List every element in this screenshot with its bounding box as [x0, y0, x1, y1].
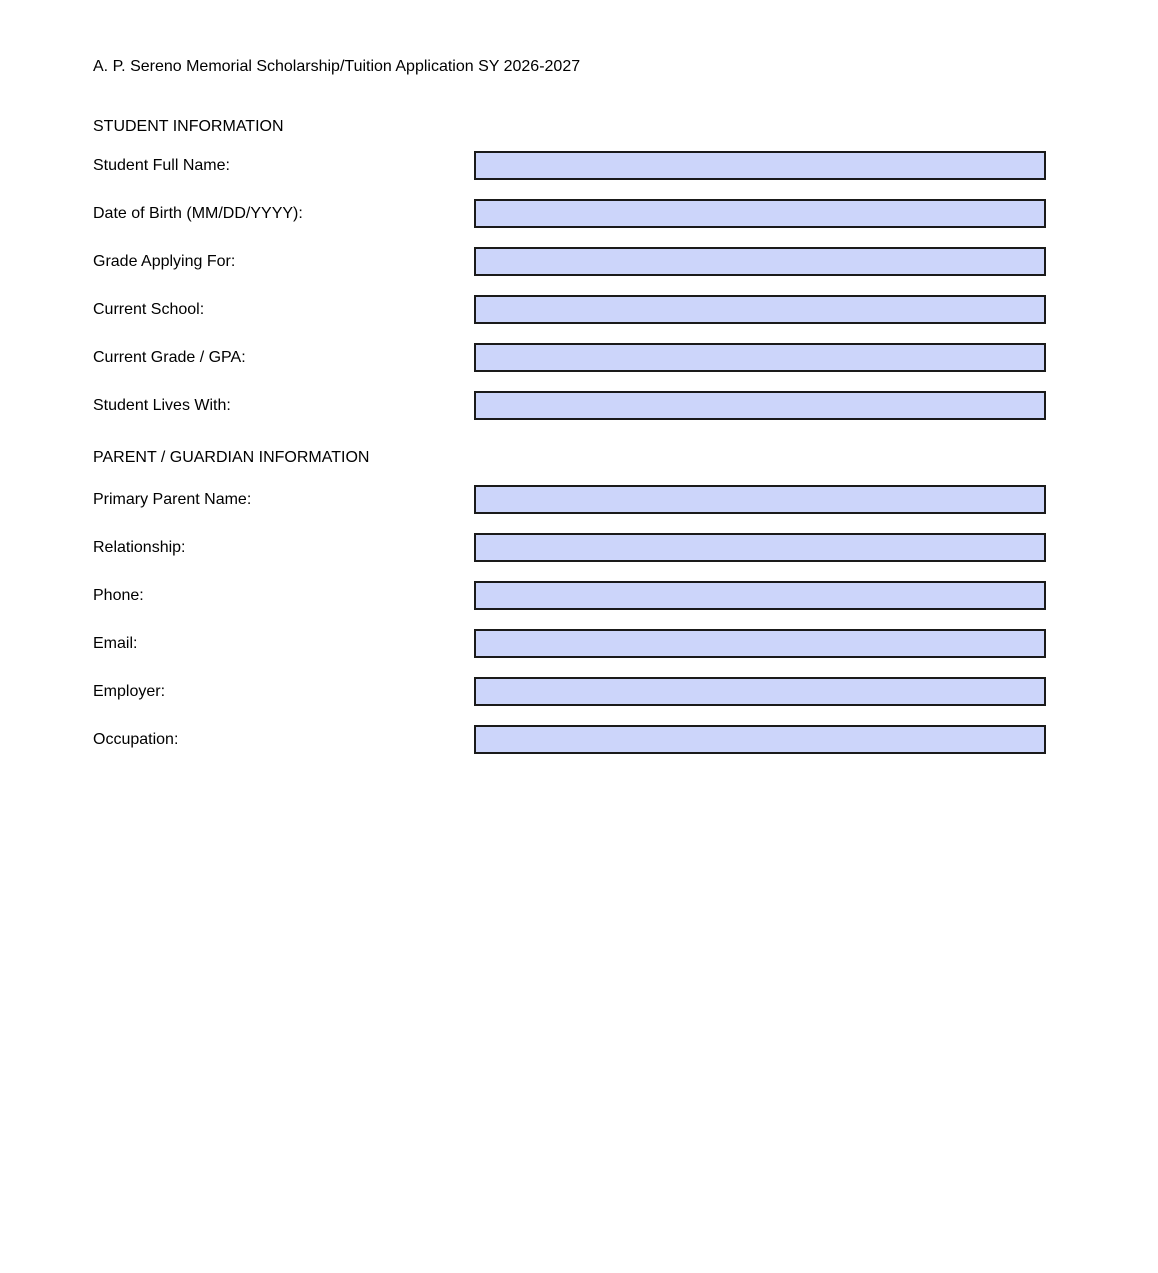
form-row-relationship	[93, 523, 1065, 571]
student-full-name-label: Student Full Name:	[93, 156, 230, 174]
form-row-grade-applying-for	[93, 237, 1065, 285]
parent-fields-group	[93, 475, 1065, 763]
form-row-primary-parent-name	[93, 475, 1065, 523]
current-grade-gpa-label: Current Grade / GPA:	[93, 348, 246, 366]
student-information-section	[93, 117, 1065, 429]
occupation-label: Occupation:	[93, 730, 179, 748]
form-title: A. P. Sereno Memorial Scholarship/Tuition Application SY 2026-2027	[93, 58, 581, 75]
occupation-input[interactable]	[474, 725, 1046, 754]
form-row-current-grade-gpa	[93, 333, 1065, 381]
form-row-email	[93, 619, 1065, 667]
parent-guardian-information-section	[93, 448, 1065, 763]
primary-parent-name-label: Primary Parent Name:	[93, 490, 252, 508]
student-lives-with-input[interactable]	[474, 391, 1046, 420]
current-grade-gpa-input[interactable]	[474, 343, 1046, 372]
form-row-student-full-name	[93, 141, 1065, 189]
email-label: Email:	[93, 634, 138, 652]
form-row-phone	[93, 571, 1065, 619]
section-heading-parent-guardian-information: PARENT / GUARDIAN INFORMATION	[93, 449, 370, 466]
student-fields-group	[93, 141, 1065, 429]
relationship-input[interactable]	[474, 533, 1046, 562]
current-school-input[interactable]	[474, 295, 1046, 324]
date-of-birth-input[interactable]	[474, 199, 1046, 228]
date-of-birth-label: Date of Birth (MM/DD/YYYY):	[93, 204, 303, 222]
student-full-name-input[interactable]	[474, 151, 1046, 180]
grade-applying-for-label: Grade Applying For:	[93, 252, 236, 270]
employer-label: Employer:	[93, 682, 166, 700]
student-lives-with-label: Student Lives With:	[93, 396, 231, 414]
phone-label: Phone:	[93, 586, 144, 604]
phone-input[interactable]	[474, 581, 1046, 610]
employer-input[interactable]	[474, 677, 1046, 706]
primary-parent-name-input[interactable]	[474, 485, 1046, 514]
current-school-label: Current School:	[93, 300, 205, 318]
form-row-employer	[93, 667, 1065, 715]
relationship-label: Relationship:	[93, 538, 186, 556]
form-row-student-lives-with	[93, 381, 1065, 429]
form-row-current-school	[93, 285, 1065, 333]
form-row-date-of-birth	[93, 189, 1065, 237]
grade-applying-for-input[interactable]	[474, 247, 1046, 276]
section-heading-student-information: STUDENT INFORMATION	[93, 118, 284, 135]
form-content	[93, 57, 1065, 763]
form-row-occupation	[93, 715, 1065, 763]
email-input[interactable]	[474, 629, 1046, 658]
